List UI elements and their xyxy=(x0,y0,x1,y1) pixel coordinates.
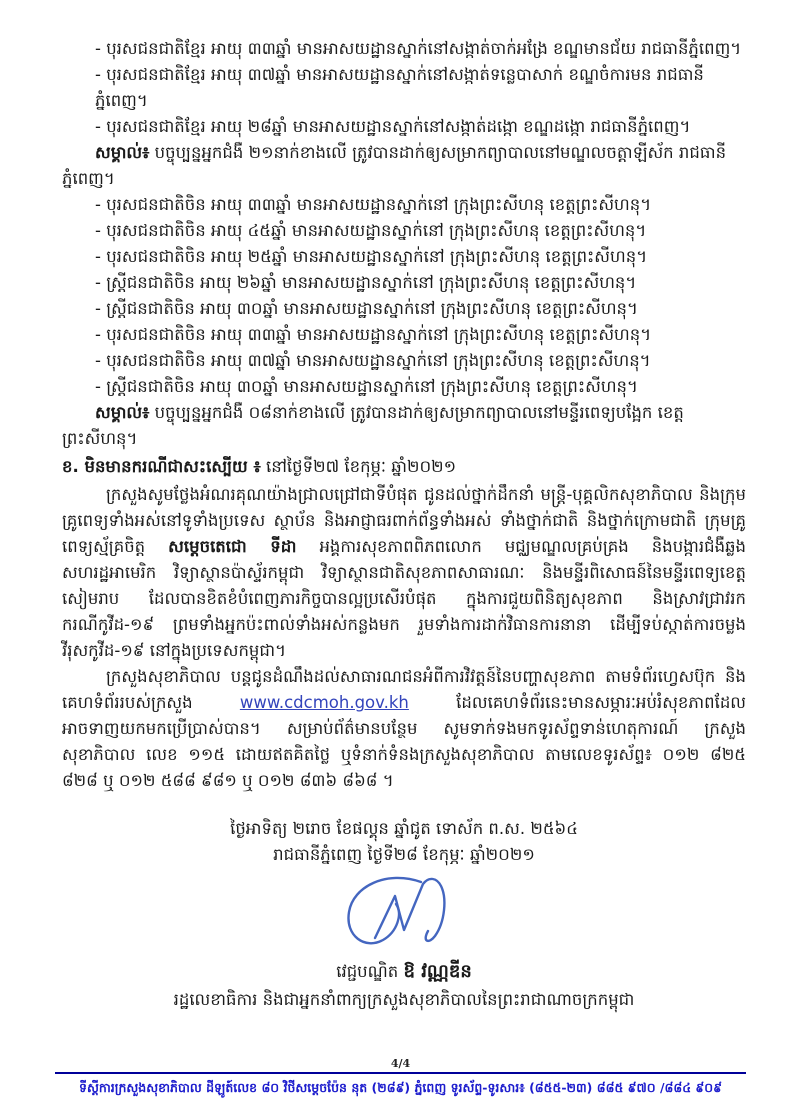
note-text: បច្ចុប្បន្នអ្នកជំងឺ ២១នាក់ខាងលើ ត្រូវបានដាក់ឲ្យសម្រាកព្យាបាលនៅមណ្ឌលចត្តាឡីស័ក រាជធានីភ្នំពេញ។ xyxy=(62,143,727,188)
note-paragraph-phnom-penh xyxy=(62,140,746,192)
case-item: - ស្ត្រីជនជាតិចិន អាយុ ៣០ឆ្នាំ មានអាសយដ្ឋានស្នាក់នៅ ក្រុងព្រះសីហនុ ខេត្តព្រះសីហនុ។ xyxy=(95,299,638,318)
cdcmoh-website-link[interactable]: www.cdcmoh.gov.kh xyxy=(239,693,409,712)
case-list-sihanoukville xyxy=(95,192,746,400)
gregorian-date-line: រាជធានីភ្នំពេញ ថ្ងៃទី២៨ ខែកុម្ភៈ ឆ្នាំ២០២១ xyxy=(273,845,535,864)
note-lead-label: សម្គាល់៖ xyxy=(95,403,150,422)
signatory-title-line: រដ្ឋលេខាធិការ និងជាអ្នកនាំពាក្យក្រសួងសុខាភិបាលនៃព្រះរាជាណាចក្រកម្ពុជា xyxy=(173,990,635,1009)
samdech-techo-tyda-label: សម្តេចតេជោ ទីដា xyxy=(168,537,297,556)
case-item: - បុរសជនជាតិចិន អាយុ ២៥ឆ្នាំ មានអាសយដ្ឋានស្នាក់នៅ ក្រុងព្រះសីហនុ ខេត្តព្រះសីហនុ។ xyxy=(95,247,648,266)
section-heading-no-recovered xyxy=(62,454,746,480)
acknowledgement-text-2: អង្គការសុខភាពពិភពលោក មជ្ឈមណ្ឌលគ្រប់គ្រង និងបង្ការជំងឺឆ្លង សហរដ្ឋអាមេរិក វិទ្យាស្ថានប៉ាស្ទ័រកម្ពុជា វិទ្យាស្ថានជាតិសុខភាពសាធារណៈ និងមន្ទីរពិសោធន៍នៃមន្ទីរពេទ្យខេត្តសៀមរាប ដែលបានខិតខំបំពេញភារកិច្ចបានល្អប្រសើរបំផុត ក្នុងការជួយពិនិត្យសុខភាព និងស្រាវជ្រាវរកករណីកូវីដ-១៩ ព្រមទាំងអ្នកប៉ះពាល់ទាំងអស់កន្លងមក រួមទាំងការដាក់វិធានការនានា ដើម្បីទប់ស្កាត់ការចម្លងវីរុសកូវីដ-១៩ នៅក្នុងប្រទេសកម្ពុជា។ xyxy=(62,537,747,660)
case-item: - ស្ត្រីជនជាតិចិន អាយុ ២៦ឆ្នាំ មានអាសយដ្ឋានស្នាក់នៅ ក្រុងព្រះសីហនុ ខេត្តព្រះសីហនុ។ xyxy=(95,273,637,292)
case-item: - បុរសជនជាតិចិន អាយុ ៣៣ឆ្នាំ មានអាសយដ្ឋានស្នាក់នៅ ក្រុងព្រះសីហនុ ខេត្តព្រះសីហនុ។ xyxy=(95,325,652,344)
footer-divider xyxy=(55,1072,746,1074)
signatory-prefix: វេជ្ជបណ្ឌិត xyxy=(336,962,404,981)
section-heading-bold: ខ. មិនមានករណីជាសះស្បើយ ៖ xyxy=(62,457,261,476)
signature-block xyxy=(62,870,746,963)
note-text: បច្ចុប្បន្នអ្នកជំងឺ ០៨នាក់ខាងលើ ត្រូវបានដាក់ឲ្យសម្រាកព្យាបាលនៅមន្ទីរពេទ្យបង្អែក ខេត្តព្រះសីហនុ។ xyxy=(62,403,684,448)
info-paragraph xyxy=(62,664,746,794)
signature-image xyxy=(299,870,509,955)
case-item: - បុរសជនជាតិចិន អាយុ ៣៣ឆ្នាំ មានអាសយដ្ឋានស្នាក់នៅ ក្រុងព្រះសីហនុ ខេត្តព្រះសីហនុ។ xyxy=(95,195,652,214)
case-item: - ស្ត្រីជនជាតិចិន អាយុ ៣០ឆ្នាំ មានអាសយដ្ឋានស្នាក់នៅ ក្រុងព្រះសីហនុ ខេត្តព្រះសីហនុ។ xyxy=(95,377,638,396)
case-item: - បុរសជនជាតិខ្មែរ អាយុ ៣៧ឆ្នាំ មានអាសយដ្ឋានស្នាក់នៅសង្កាត់ទន្លេបាសាក់ ខណ្ឌចំការមន រាជធានីភ្នំពេញ។ xyxy=(95,65,704,110)
case-list-phnom-penh xyxy=(95,36,746,140)
document-body xyxy=(62,36,746,1013)
acknowledgement-paragraph xyxy=(62,482,746,664)
footer-address: ទីស្តីការក្រសួងសុខាភិបាល ដីឡូត៍លេខ ៨០ វិថីសម្តេចប៉ែន នុត (២៨៩) ភ្នំពេញ ទូរស័ព្ទ-ទូរសារ៖ (៨៥៥-២៣) ៨៨៥ ៩៧០ /៨៨៤ ៩០៩ xyxy=(79,1080,722,1095)
signatory-name-line xyxy=(62,959,746,985)
page-footer xyxy=(55,1058,746,1096)
acknowledgement-text-1: ក្រសួងសូមថ្លែងអំណរគុណយ៉ាងជ្រាលជ្រៅជាទីបំផុត ជូនដល់ថ្នាក់ដឹកនាំ មន្ត្រី-បុគ្គលិកសុខាភិបាល និងក្រុមគ្រូពេទ្យទាំងអស់នៅទូទាំងប្រទេស ស្ថាប័ន និងអាជ្ញាធរពាក់ព័ន្ធទាំងអស់ ទាំងថ្នាក់ជាតិ និងថ្នាក់ក្រោមជាតិ ក្រុមគ្រូពេទ្យស្ម័គ្រចិត្ត xyxy=(62,485,746,556)
date-block xyxy=(62,816,746,868)
lunar-date-line: ថ្ងៃអាទិត្យ ២រោច ខែផល្គុន ឆ្នាំជូត ទោស័ក ព.ស. ២៥៦៤ xyxy=(230,819,578,838)
page-number: 4/4 xyxy=(390,1057,411,1070)
case-item: - បុរសជនជាតិខ្មែរ អាយុ ២៨ឆ្នាំ មានអាសយដ្ឋានស្នាក់នៅសង្កាត់ដង្កោ ខណ្ឌដង្កោ រាជធានីភ្នំពេញ។ xyxy=(95,117,691,136)
case-item: - បុរសជនជាតិចិន អាយុ ៤៥ឆ្នាំ មានអាសយដ្ឋានស្នាក់នៅ ក្រុងព្រះសីហនុ ខេត្តព្រះសីហនុ។ xyxy=(95,221,647,240)
note-lead-label: សម្គាល់៖ xyxy=(95,143,150,162)
case-item: - បុរសជនជាតិចិន អាយុ ៣៧ឆ្នាំ មានអាសយដ្ឋានស្នាក់នៅ ក្រុងព្រះសីហនុ ខេត្តព្រះសីហនុ។ xyxy=(95,351,651,370)
section-heading-date: នៅថ្ងៃទី២៧ ខែកុម្ភៈ ឆ្នាំ២០២១ xyxy=(260,457,457,476)
signatory-name: ឱ វណ្ណឌីន xyxy=(403,961,472,982)
info-text-2: ដែលគេហទំព័រនេះមានសម្ភារៈអប់រំសុខភាពដែលអាចទាញយកមកប្រើប្រាស់បាន។ សម្រាប់ព័ត៌មានបន្ថែម សូមទាក់ទងមកទូរស័ព្ទទាន់ហេតុការណ៍ ក្រសួងសុខាភិបាល លេខ ១១៥ ដោយឥតគិតថ្លៃ ឬទំនាក់ទំនងក្រសួងសុខាភិបាល តាមលេខទូរស័ព្ទ៖ ០១២ ៨២៥ ៨២៨ ឬ ០១២ ៥៨៨ ៩៨១ ឬ ០១២ ៨៣៦ ៨៦៨ ។ xyxy=(62,693,746,790)
case-item: - បុរសជនជាតិខ្មែរ អាយុ ៣៣ឆ្នាំ មានអាសយដ្ឋានស្នាក់នៅសង្កាត់ចាក់អង្រែ ខណ្ឌមានជ័យ រាជធានីភ្នំពេញ។ xyxy=(95,39,742,58)
info-text-1: ក្រសួងសុខាភិបាល បន្តជូនដំណឹងដល់សាធារណជនអំពីការវិវត្តន៍នៃបញ្ហាសុខភាព តាមទំព័រហ្វេសប៊ុក និងគេហទំព័ររបស់ក្រសួង xyxy=(62,667,746,712)
note-paragraph-sihanoukville xyxy=(62,400,746,452)
